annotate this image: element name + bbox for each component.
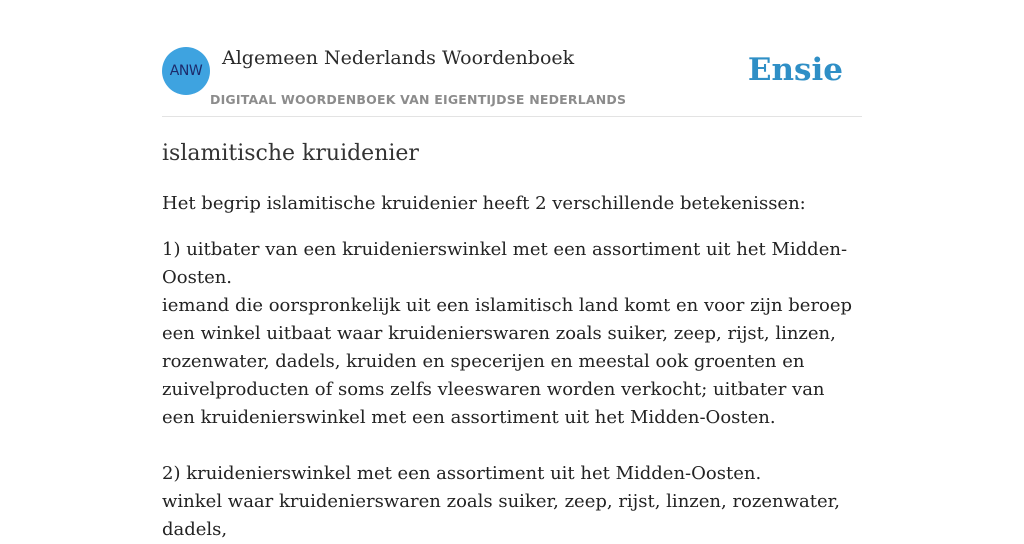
- meaning-2-definition: winkel waar kruidenierswaren zoals suiker, zeep, rijst, linzen, rozenwater, dadels,: [162, 491, 840, 540]
- entry-content: [162, 138, 862, 544]
- site-title[interactable]: Algemeen Nederlands Woordenboek: [222, 47, 575, 69]
- anw-logo[interactable]: [162, 47, 210, 95]
- entry-intro: Het begrip islamitische kruidenier heeft 2 verschillende betekenissen:: [162, 193, 806, 214]
- meaning-1-definition: iemand die oorspronkelijk uit een islamitisch land komt en voor zijn beroep een winkel uitbaat waar kruidenierswaren zoals suiker, zeep, rijst, linzen, rozenwater, dadels, kruiden en specerijen en meestal ook groenten en zuivelproducten of soms zelfs vleeswaren worden verkocht; uitbater van een kruidenierswinkel met een assortiment uit het Midden-Oosten.: [162, 295, 853, 428]
- meaning-1-heading: 1) uitbater van een kruidenierswinkel met een assortiment uit het Midden-Oosten.: [162, 239, 848, 288]
- meaning-2: [162, 460, 862, 544]
- entry-term-title: islamitische kruidenier: [162, 141, 419, 166]
- meaning-1: [162, 236, 862, 432]
- meaning-2-heading: 2) kruidenierswinkel met een assortiment uit het Midden-Oosten.: [162, 463, 762, 484]
- logo-text: ANW: [169, 63, 203, 79]
- ensie-brand-logo[interactable]: Ensie: [747, 52, 843, 88]
- site-header: [162, 46, 862, 117]
- site-subtitle: DIGITAAL WOORDENBOEK VAN EIGENTIJDSE NEDERLANDS: [210, 92, 627, 107]
